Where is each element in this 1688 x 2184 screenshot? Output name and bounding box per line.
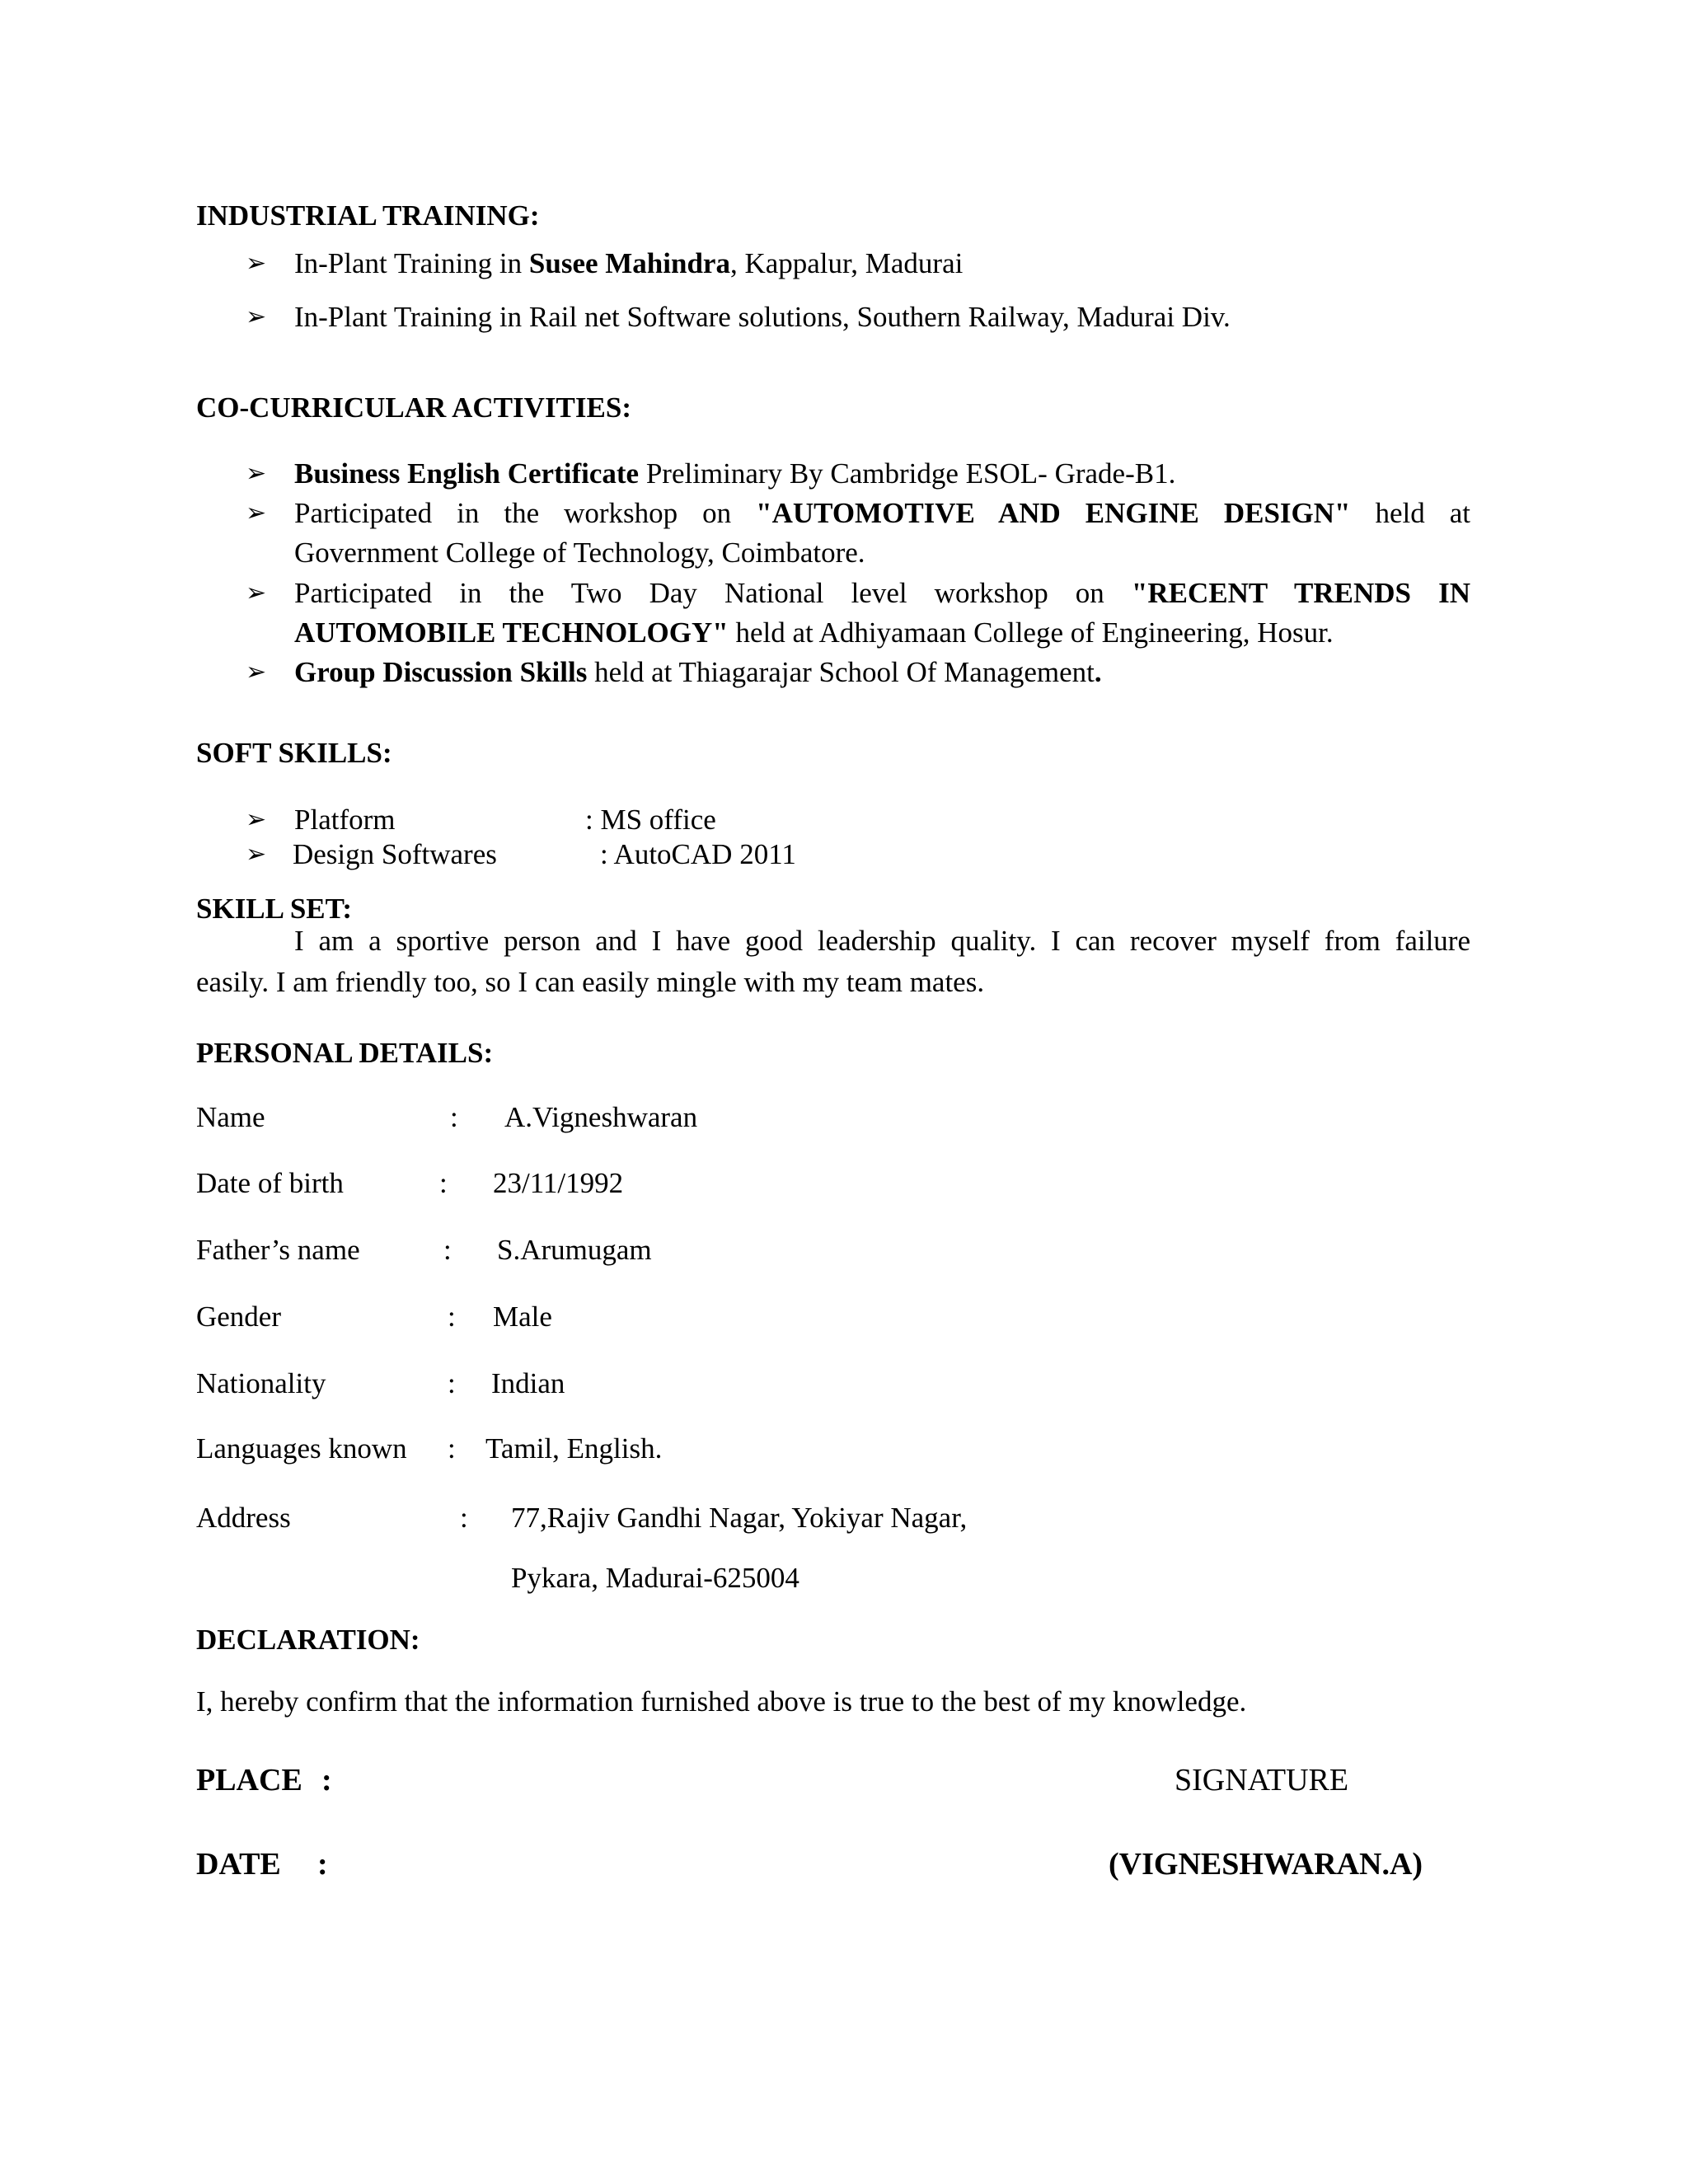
date-label: DATE [196, 1847, 281, 1882]
declaration-text: I, hereby confirm that the information furnished above is true to the best of my knowledge. [196, 1685, 1247, 1718]
co-curricular-item-4 [294, 656, 1102, 689]
place-colon: : [321, 1763, 332, 1797]
detail-separator: : [450, 1101, 458, 1133]
bullet-icon: ➢ [246, 303, 267, 330]
soft-skill-label: Platform [294, 804, 396, 836]
item-text: , Kappalur, Madurai [729, 247, 964, 279]
co-curricular-item-1 [294, 457, 1175, 490]
detail-value-nationality: Indian [491, 1367, 565, 1399]
co-curricular-item-3-line-1 [294, 577, 1470, 610]
item-text: Participated in the workshop on [294, 497, 757, 529]
co-curricular-item-2-line-1 [294, 497, 1470, 530]
certificate-name: Business English Certificate [294, 457, 640, 490]
bullet-icon: ➢ [246, 658, 267, 686]
skill-set-heading: SKILL SET: [196, 893, 353, 925]
bullet-icon: ➢ [246, 806, 267, 833]
detail-value-father: S.Arumugam [497, 1234, 652, 1266]
detail-separator: : [448, 1367, 456, 1399]
signature-name: (VIGNESHWARAN.A) [1109, 1847, 1423, 1882]
industrial-training-heading: INDUSTRIAL TRAINING: [196, 199, 540, 232]
item-text: held at Thiagarajar School Of Management [587, 656, 1095, 688]
detail-value-languages: Tamil, English. [485, 1432, 663, 1465]
detail-separator: : [460, 1502, 468, 1534]
date-colon: : [317, 1847, 328, 1882]
detail-label-gender: Gender [196, 1301, 282, 1333]
detail-label-name: Name [196, 1101, 265, 1133]
bullet-icon: ➢ [246, 499, 267, 527]
item-text: Participated in the Two Day National level workshop on [294, 577, 1132, 609]
detail-separator: : [448, 1301, 456, 1333]
soft-skill-label: Design Softwares [293, 838, 497, 870]
bullet-icon: ➢ [246, 579, 267, 607]
item-text: In-Plant Training in [294, 247, 529, 279]
workshop-title: "RECENT TRENDS IN [1131, 577, 1470, 609]
detail-label-languages: Languages known [196, 1432, 407, 1465]
workshop-title: AUTOMOBILE TECHNOLOGY" [294, 616, 729, 649]
period: . [1094, 656, 1102, 688]
soft-skill-value: : AutoCAD 2011 [600, 838, 796, 870]
industrial-training-item-2: In-Plant Training in Rail net Software solutions, Southern Railway, Madurai Div. [294, 301, 1231, 333]
signature-label: SIGNATURE [1175, 1763, 1349, 1797]
bullet-icon: ➢ [246, 841, 267, 868]
bullet-icon: ➢ [246, 460, 267, 487]
detail-label-nationality: Nationality [196, 1367, 326, 1399]
skill-set-line-2: easily. I am friendly too, so I can easily mingle with my team mates. [196, 966, 985, 998]
skill-set-line-1: I am a sportive person and I have good leadership quality. I can recover myself from failure [294, 925, 1470, 957]
workshop-title: "AUTOMOTIVE AND ENGINE DESIGN" [756, 497, 1351, 529]
detail-label-dob: Date of birth [196, 1167, 344, 1199]
detail-separator: : [443, 1234, 452, 1266]
detail-value-address-line-2: Pykara, Madurai-625004 [511, 1562, 799, 1594]
item-text: Preliminary By Cambridge ESOL- Grade-B1. [639, 457, 1176, 490]
detail-value-name: A.Vigneshwaran [504, 1101, 698, 1133]
detail-value-address: 77,Rajiv Gandhi Nagar, Yokiyar Nagar, [511, 1502, 968, 1534]
detail-value-gender: Male [493, 1301, 552, 1333]
item-text: held at [1350, 497, 1470, 529]
declaration-heading: DECLARATION: [196, 1624, 420, 1656]
detail-separator: : [439, 1167, 448, 1199]
soft-skill-value: : MS office [585, 804, 716, 836]
personal-details-heading: PERSONAL DETAILS: [196, 1037, 494, 1069]
co-curricular-heading: CO-CURRICULAR ACTIVITIES: [196, 391, 631, 424]
place-label: PLACE [196, 1763, 302, 1797]
item-text: held at Adhiyamaan College of Engineering, Hosur. [728, 616, 1334, 649]
industrial-training-item-1 [294, 247, 963, 280]
detail-label-father: Father’s name [196, 1234, 360, 1266]
soft-skills-heading: SOFT SKILLS: [196, 737, 392, 769]
company-name: Susee Mahindra [528, 247, 730, 279]
co-curricular-item-2-line-2: Government College of Technology, Coimbatore. [294, 537, 865, 569]
detail-label-address: Address [196, 1502, 291, 1534]
bullet-icon: ➢ [246, 250, 267, 277]
co-curricular-item-3-line-2 [294, 616, 1334, 649]
detail-separator: : [448, 1432, 456, 1465]
detail-value-dob: 23/11/1992 [493, 1167, 624, 1199]
skill-name: Group Discussion Skills [294, 656, 588, 688]
